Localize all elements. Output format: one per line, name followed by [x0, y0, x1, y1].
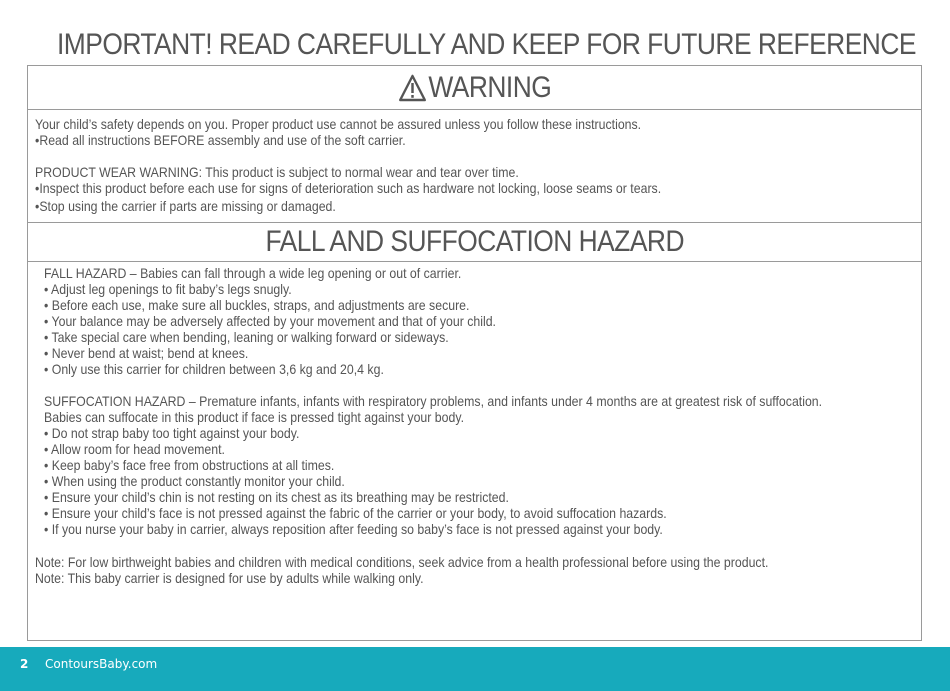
text-line: •Read all instructions BEFORE assembly and use of the soft carrier. — [35, 132, 406, 148]
page-number: 2 — [20, 657, 29, 671]
page-footer — [0, 647, 950, 691]
text-line: Babies can suffocate in this product if face is pressed tight against your body. — [44, 409, 465, 425]
hazard-heading: FALL AND SUFFOCATION HAZARD — [265, 225, 684, 258]
text-line: •Inspect this product before each use for signs of deterioration such as hardware not locking, loose seams or tears. — [35, 180, 662, 196]
page-title: IMPORTANT! READ CAREFULLY AND KEEP FOR FUTURE REFERENCE — [57, 28, 916, 61]
warning-triangle-icon — [398, 74, 426, 102]
text-line: Your child’s safety depends on you. Proper product use cannot be assured unless you follow these instructions. — [35, 116, 642, 132]
text-line: • Ensure your child’s chin is not resting on its chest as its breathing may be restricted. — [44, 489, 509, 505]
text-line: • Before each use, make sure all buckles, straps, and adjustments are secure. — [44, 297, 470, 313]
text-line: • When using the product constantly monitor your child. — [44, 473, 345, 489]
text-line: • Never bend at waist; bend at knees. — [44, 345, 249, 361]
text-line: PRODUCT WEAR WARNING: This product is subject to normal wear and tear over time. — [35, 164, 519, 180]
warning-box — [27, 65, 922, 641]
warning-intro — [35, 116, 661, 214]
text-line: • Only use this carrier for children between 3,6 kg and 20,4 kg. — [44, 361, 384, 377]
fall-hazard-section — [44, 265, 822, 537]
text-line: • Take special care when bending, leaning or walking forward or sideways. — [44, 329, 449, 345]
text-line: • If you nurse your baby in carrier, always reposition after feeding so baby’s face is not pressed against your body. — [44, 521, 663, 537]
text-line: Note: For low birthweight babies and children with medical conditions, seek advice from a health professional before using the product. — [35, 554, 769, 570]
warning-heading: WARNING — [427, 70, 551, 104]
text-line: • Do not strap baby too tight against your body. — [44, 425, 300, 441]
text-line: • Adjust leg openings to fit baby’s legs snugly. — [44, 281, 292, 297]
notes-section — [35, 554, 768, 586]
website-link[interactable]: ContoursBaby.com — [45, 657, 158, 671]
warning-header — [28, 66, 921, 110]
hazard-header — [28, 222, 921, 262]
text-line: SUFFOCATION HAZARD – Premature infants, infants with respiratory problems, and infants under 4 months are at greatest risk of suffocation. — [44, 393, 823, 409]
text-line: • Ensure your child’s face is not pressed against the fabric of the carrier or your body, to avoid suffocation hazards. — [44, 505, 667, 521]
text-line: • Allow room for head movement. — [44, 441, 225, 457]
text-line: Note: This baby carrier is designed for use by adults while walking only. — [35, 570, 424, 586]
text-line: • Your balance may be adversely affected by your movement and that of your child. — [44, 313, 496, 329]
text-line: • Keep baby’s face free from obstructions at all times. — [44, 457, 335, 473]
text-line: •Stop using the carrier if parts are missing or damaged. — [35, 198, 336, 214]
text-line: FALL HAZARD – Babies can fall through a wide leg opening or out of carrier. — [44, 265, 462, 281]
